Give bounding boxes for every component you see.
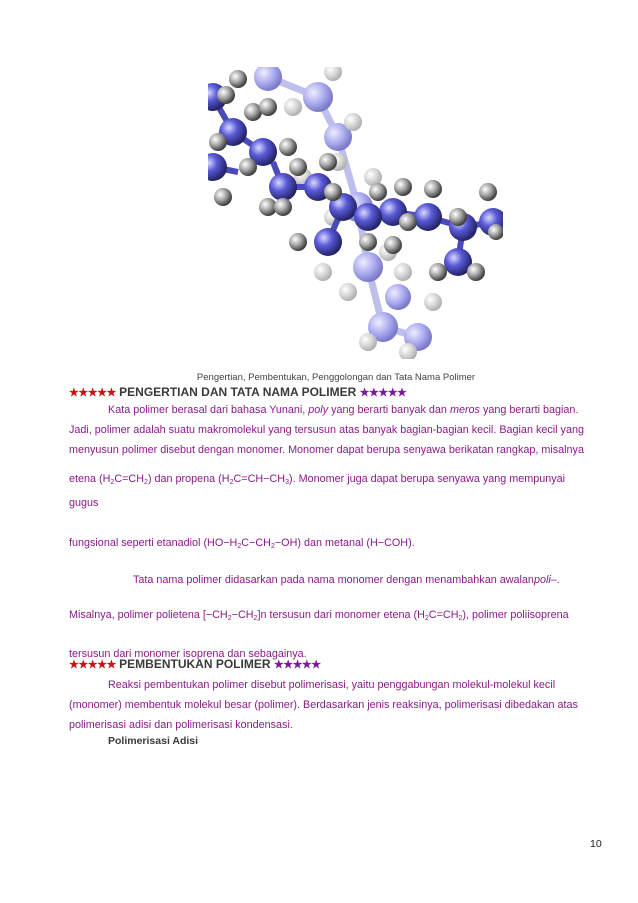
- polymer-molecule-image: [208, 67, 503, 359]
- subheading-polimerisasi-adisi: Polimerisasi Adisi: [108, 735, 199, 747]
- paragraph-definition: Kata polimer berasal dari bahasa Yunani, poly yang berarti banyak dan meros yang berarti bagian. Jadi, polimer adalah suatu makromolekul yang tersusun atas banyak bagian-bagian kecil. Bagian kecil yang menyusun polimer disebut dengan monomer. Monomer dapat berupa senyawa berikatan rangkap, misalnya: [69, 404, 584, 456]
- section-heading-pembentukan: [69, 657, 321, 671]
- paragraph-polymerization: Reaksi pembentukan polimer disebut polimerisasi, yaitu penggabungan molekul-molekul kecil (monomer) membentuk molekul besar (polimer). Berdasarkan jenis reaksinya, polimerisasi dibedakan atas polimerisasi adisi dan polimerisasi kondensasi.: [69, 679, 578, 731]
- section-heading-pengertian: [69, 385, 406, 399]
- page-number: 10: [590, 838, 602, 850]
- star-icons-left: ★★★★★: [69, 659, 116, 671]
- paragraph-isoprene: tersusun dari monomer isoprena dan sebagainya.: [69, 648, 307, 660]
- section-title: PEMBENTUKAN POLIMER: [119, 657, 271, 671]
- star-icons-right: ★★★★★: [359, 387, 407, 399]
- star-icons-right: ★★★★★: [273, 659, 321, 671]
- paragraph-monomer-examples: etena $(H_2C=CH_2)$ dan propena $(H_2C=CH-CH_3)$. Monomer juga dapat berupa senyawa yang mempunyai gugus: [69, 473, 566, 509]
- paragraph-naming-example: Misalnya, polimer polietena $[-CH_2-CH_2]n$ tersusun dari monomer etena $(H_2C=CH_2)$, polimer poliisoprena: [69, 609, 569, 622]
- paragraph-naming: Tata nama polimer didasarkan pada nama monomer dengan menambahkan awalanpoli–.: [133, 574, 560, 586]
- section-title: PENGERTIAN DAN TATA NAMA POLIMER: [119, 385, 357, 399]
- star-icons-left: ★★★★★: [69, 387, 116, 399]
- paragraph-functional-groups: fungsional seperti etanadiol $(HO-H_2C-CH_2-OH)$ dan metanal (H−COH).: [69, 537, 415, 550]
- figure-caption: Pengertian, Pembentukan, Penggolongan dan Tata Nama Polimer: [196, 372, 476, 383]
